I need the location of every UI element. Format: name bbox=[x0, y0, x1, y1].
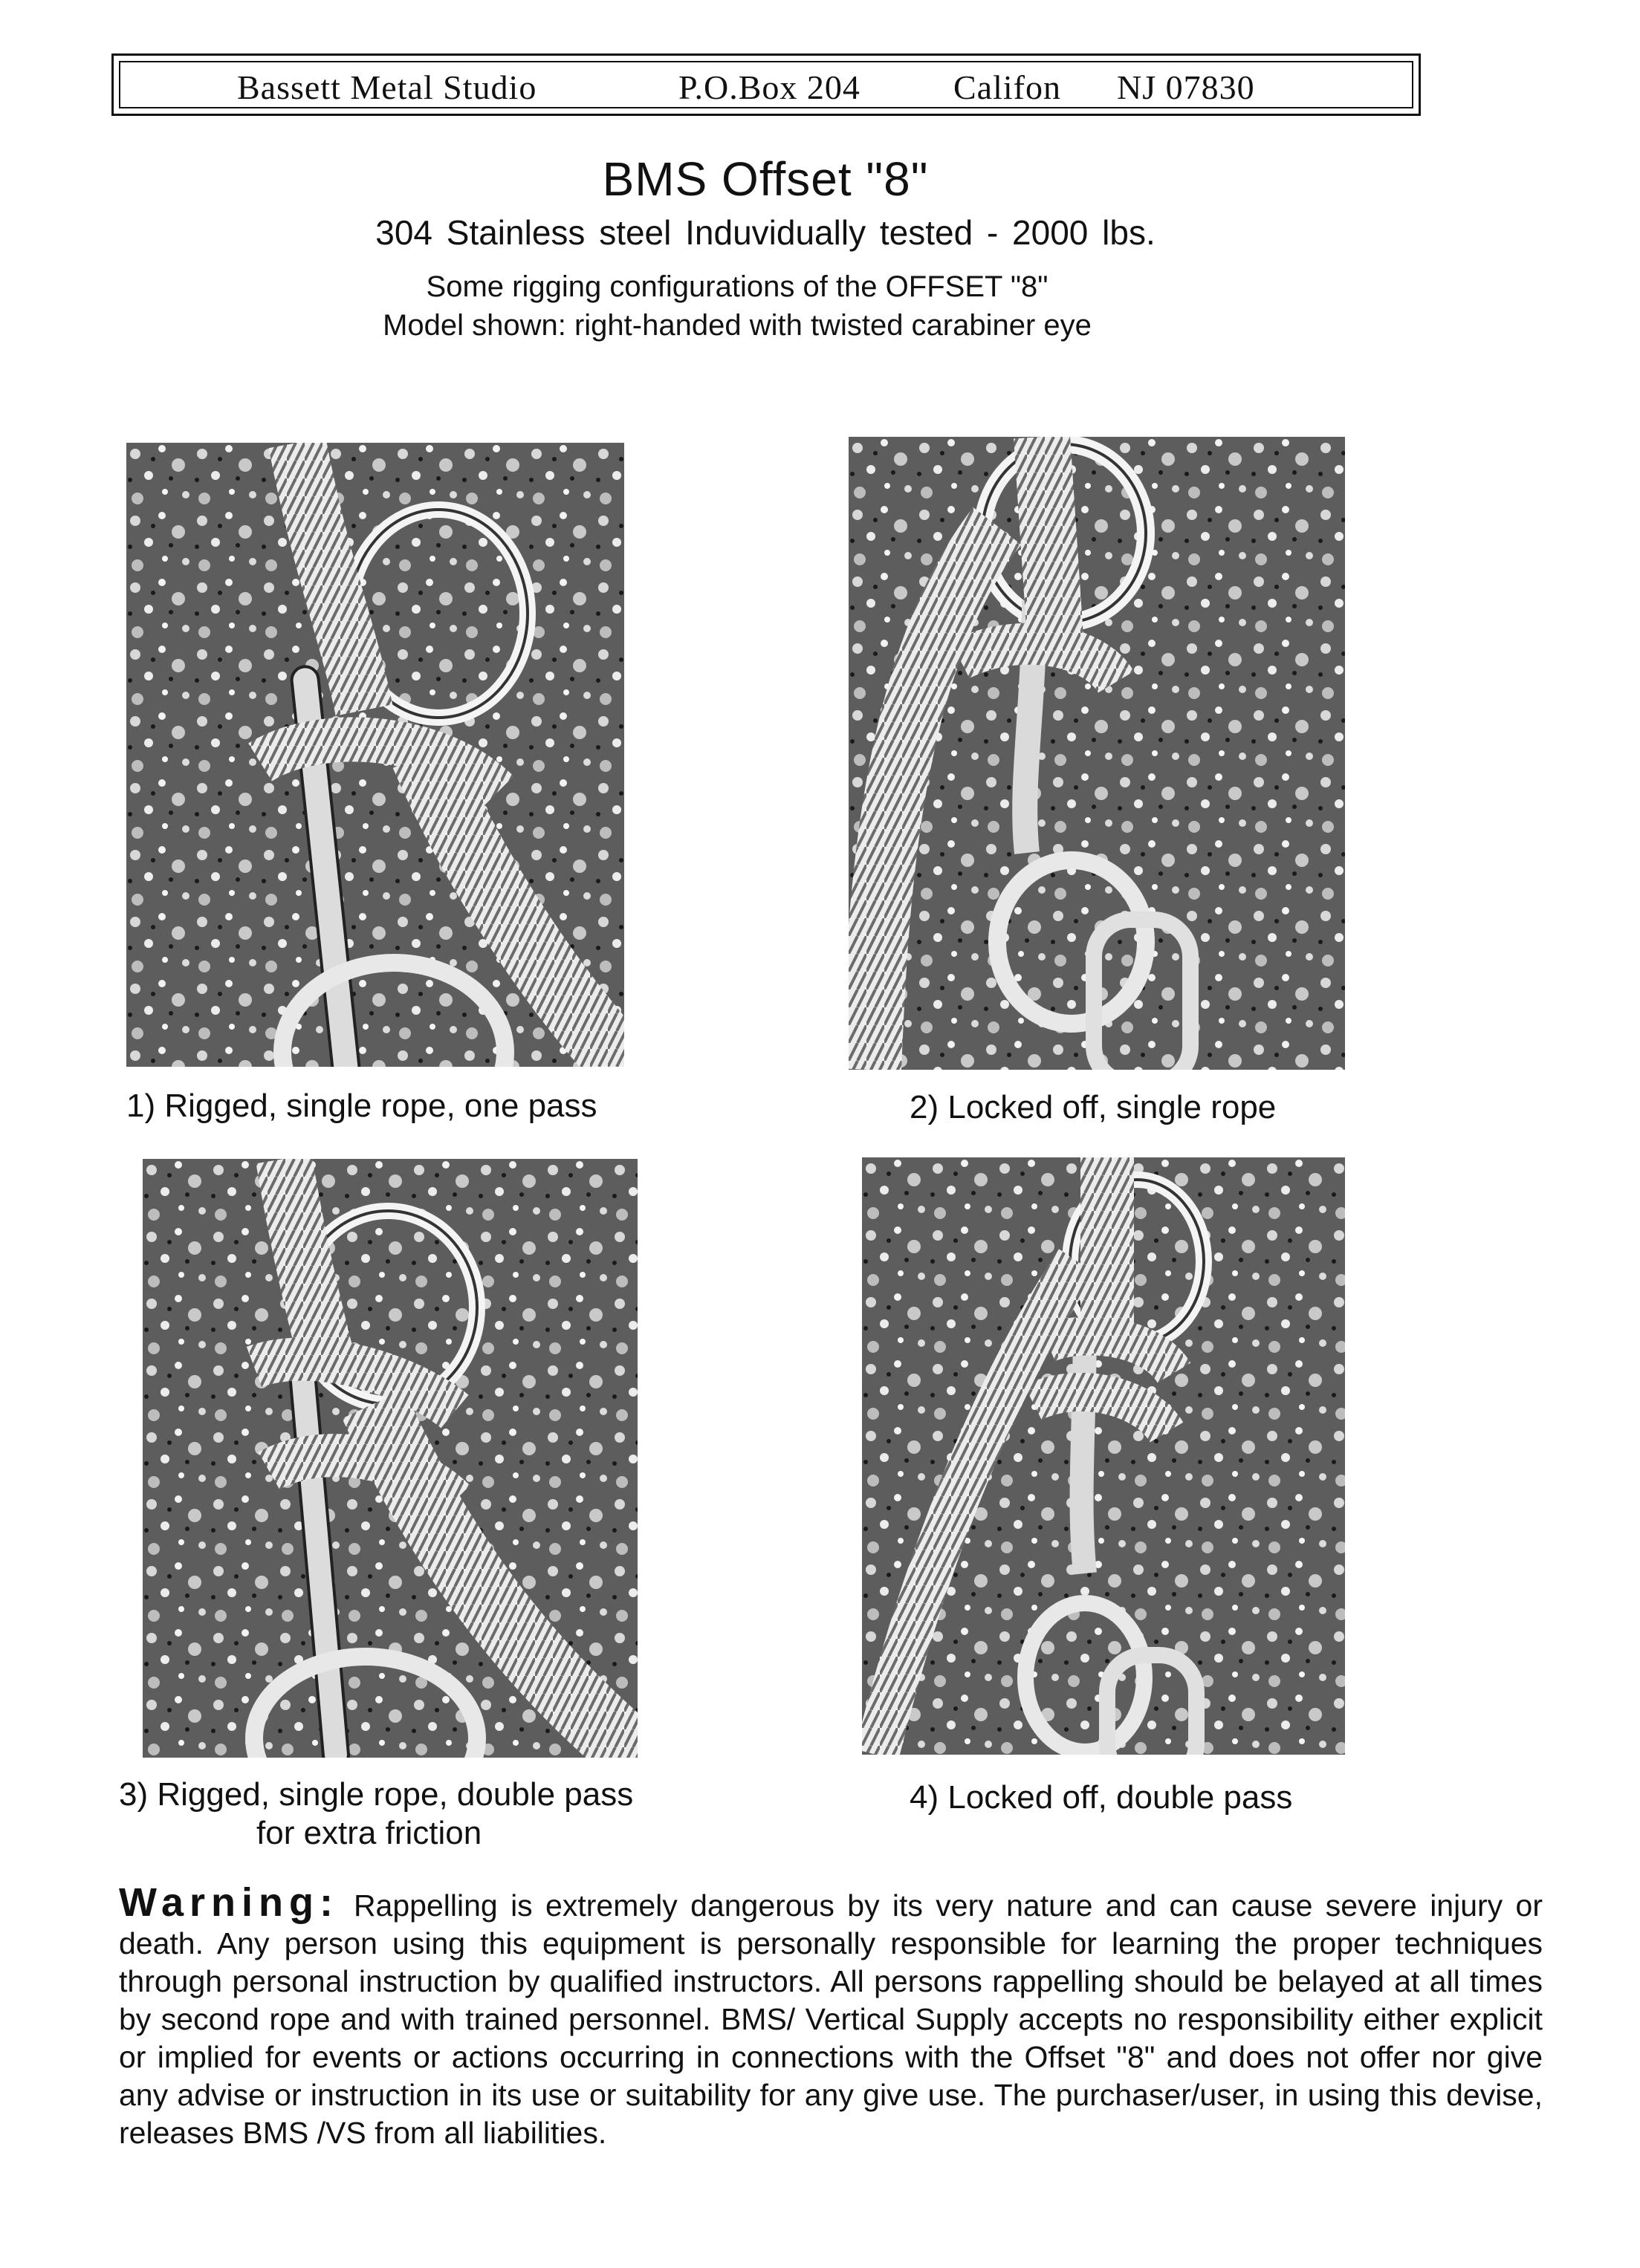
note-line-1: Some rigging configurations of the OFFSET "8" bbox=[426, 270, 1049, 303]
note-line-2: Model shown: right-handed with twisted carabiner eye bbox=[383, 309, 1092, 342]
warning-label: Warning: bbox=[119, 1880, 339, 1925]
company-name: Bassett Metal Studio bbox=[237, 68, 537, 106]
city: Califon bbox=[953, 68, 1061, 106]
photo-2-locked-off-single-rope bbox=[849, 437, 1345, 1070]
photo-3-rigged-double-pass bbox=[143, 1159, 638, 1758]
warning-text: Rappelling is extremely dangerous by its very nature and can cause severe injury or death. Any person using this equipment is personally responsible for learning the proper techniques through personal instruction by qualified instructors. All persons rappelling should be belayed at all times by second rope and with trained personnel. BMS/ Vertical Supply accepts no responsibility either explicit or implied for events or actions occurring in connections with the Offset "8" and does not offer nor give any advise or instruction in its use or suitability for any give use. The purchaser/user, in using this devise, releases BMS /VS from all liabilities. bbox=[119, 1888, 1543, 2150]
page-title: BMS Offset "8" bbox=[602, 152, 929, 206]
photo-1-rigged-single-rope bbox=[126, 443, 624, 1067]
photo-4-locked-off-double-pass bbox=[862, 1157, 1345, 1755]
letterhead-box bbox=[111, 53, 1421, 116]
warning-block bbox=[119, 1880, 1543, 2152]
caption-3-line-1: 3) Rigged, single rope, double pass bbox=[119, 1776, 634, 1813]
po-box: P.O.Box 204 bbox=[678, 68, 860, 106]
caption-2: 2) Locked off, single rope bbox=[910, 1089, 1277, 1125]
state-zip: NJ 07830 bbox=[1117, 68, 1255, 106]
subtitle: 304 Stainless steel Induvidually tested - 2000 lbs. bbox=[375, 213, 1156, 252]
caption-4: 4) Locked off, double pass bbox=[910, 1779, 1293, 1816]
caption-3-line-2: for extra friction bbox=[256, 1815, 482, 1851]
caption-1: 1) Rigged, single rope, one pass bbox=[126, 1088, 597, 1124]
